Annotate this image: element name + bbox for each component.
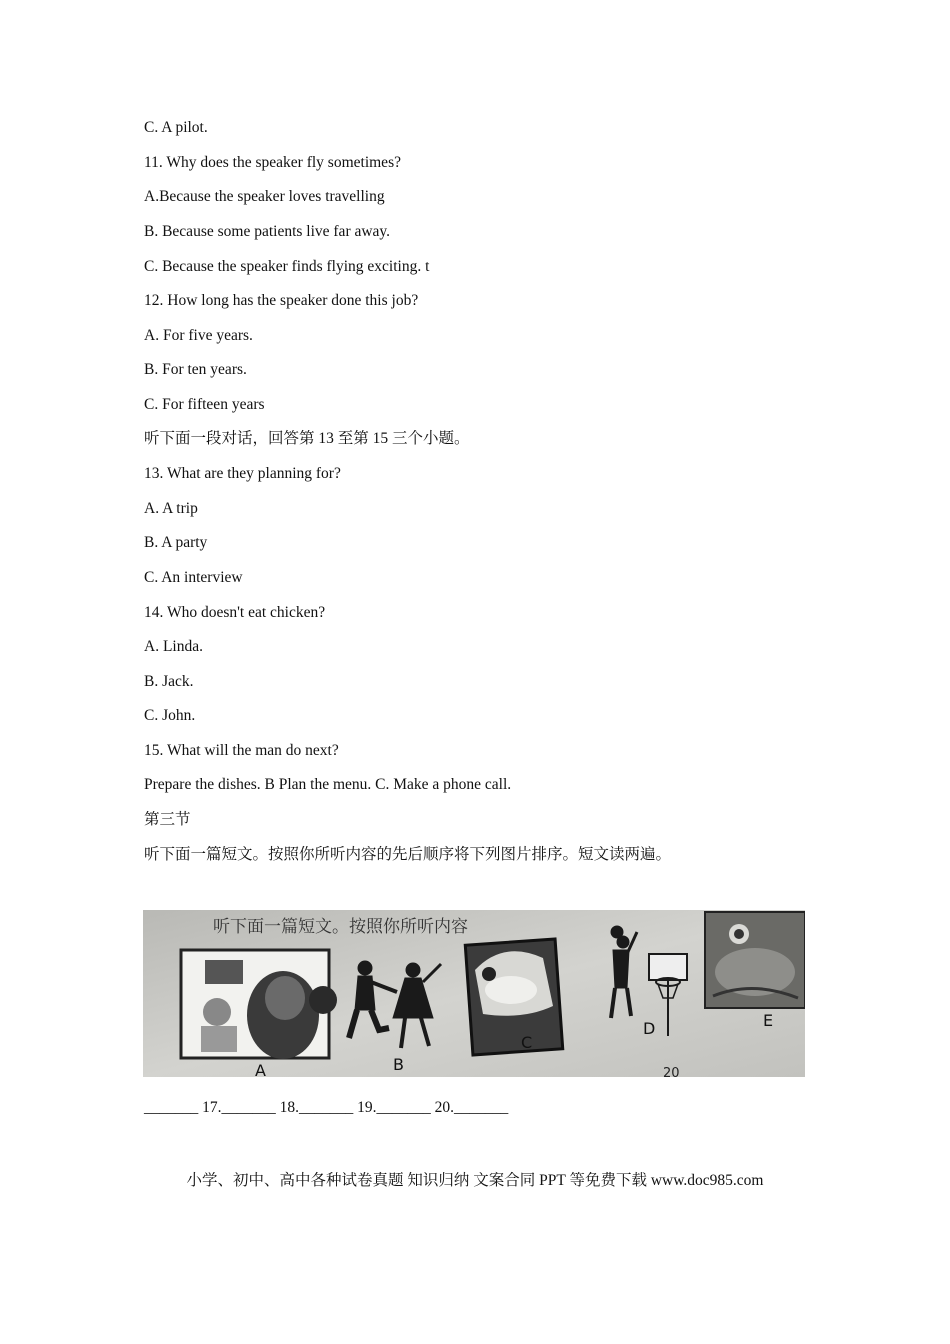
answer-blanks: _______ 17._______ 18._______ 19._______ 20._______	[144, 1099, 509, 1116]
section-heading: 第三节	[144, 811, 191, 828]
option-line: B. A party	[144, 534, 208, 551]
option-line: C. Because the speaker finds flying exciting. t	[144, 258, 430, 275]
section-instruction: 听下面一篇短文。按照你所听内容的先后顺序将下列图片排序。短文读两遍。	[144, 846, 672, 863]
picture-ordering-photo	[143, 910, 805, 1077]
picture-c-label: C	[521, 1033, 533, 1052]
picture-e-label: E	[763, 1011, 774, 1030]
page-footer: 小学、初中、高中各种试卷真题 知识归纳 文案合同 PPT 等免费下载 www.doc985.com	[186, 1172, 764, 1189]
option-line: Prepare the dishes. B Plan the menu. C. Make a phone call.	[144, 776, 512, 793]
option-line: A.Because the speaker loves travelling	[144, 188, 385, 205]
picture-c-icon	[465, 939, 562, 1055]
picture-e-icon	[705, 912, 805, 1008]
question-13: 13. What are they planning for?	[144, 465, 341, 482]
option-line: A. A trip	[144, 500, 198, 517]
option-line: A. Linda.	[144, 638, 203, 655]
option-line: C. A pilot.	[144, 119, 208, 136]
option-line: C. John.	[144, 707, 196, 724]
option-line: C. An interview	[144, 569, 243, 586]
option-line: B. Because some patients live far away.	[144, 223, 391, 240]
option-line: A. For five years.	[144, 327, 253, 344]
question-14: 14. Who doesn't eat chicken?	[144, 604, 326, 621]
section-instruction: 听下面一段对话，回答第 13 至第 15 三个小题。	[144, 430, 470, 447]
photo-caption: 听下面一篇短文。按照你所听内容	[213, 917, 468, 937]
option-line: C. For fifteen years	[144, 396, 265, 413]
picture-b-label: B	[393, 1055, 404, 1074]
question-11: 11. Why does the speaker fly sometimes?	[144, 154, 401, 171]
photo-page-number: 20	[663, 1066, 680, 1077]
option-line: B. For ten years.	[144, 361, 247, 378]
question-12: 12. How long has the speaker done this job?	[144, 292, 419, 309]
option-line: B. Jack.	[144, 673, 194, 690]
question-15: 15. What will the man do next?	[144, 742, 339, 759]
picture-d-label: D	[643, 1019, 656, 1038]
picture-a-label: A	[255, 1061, 266, 1077]
picture-a-icon	[181, 950, 337, 1059]
